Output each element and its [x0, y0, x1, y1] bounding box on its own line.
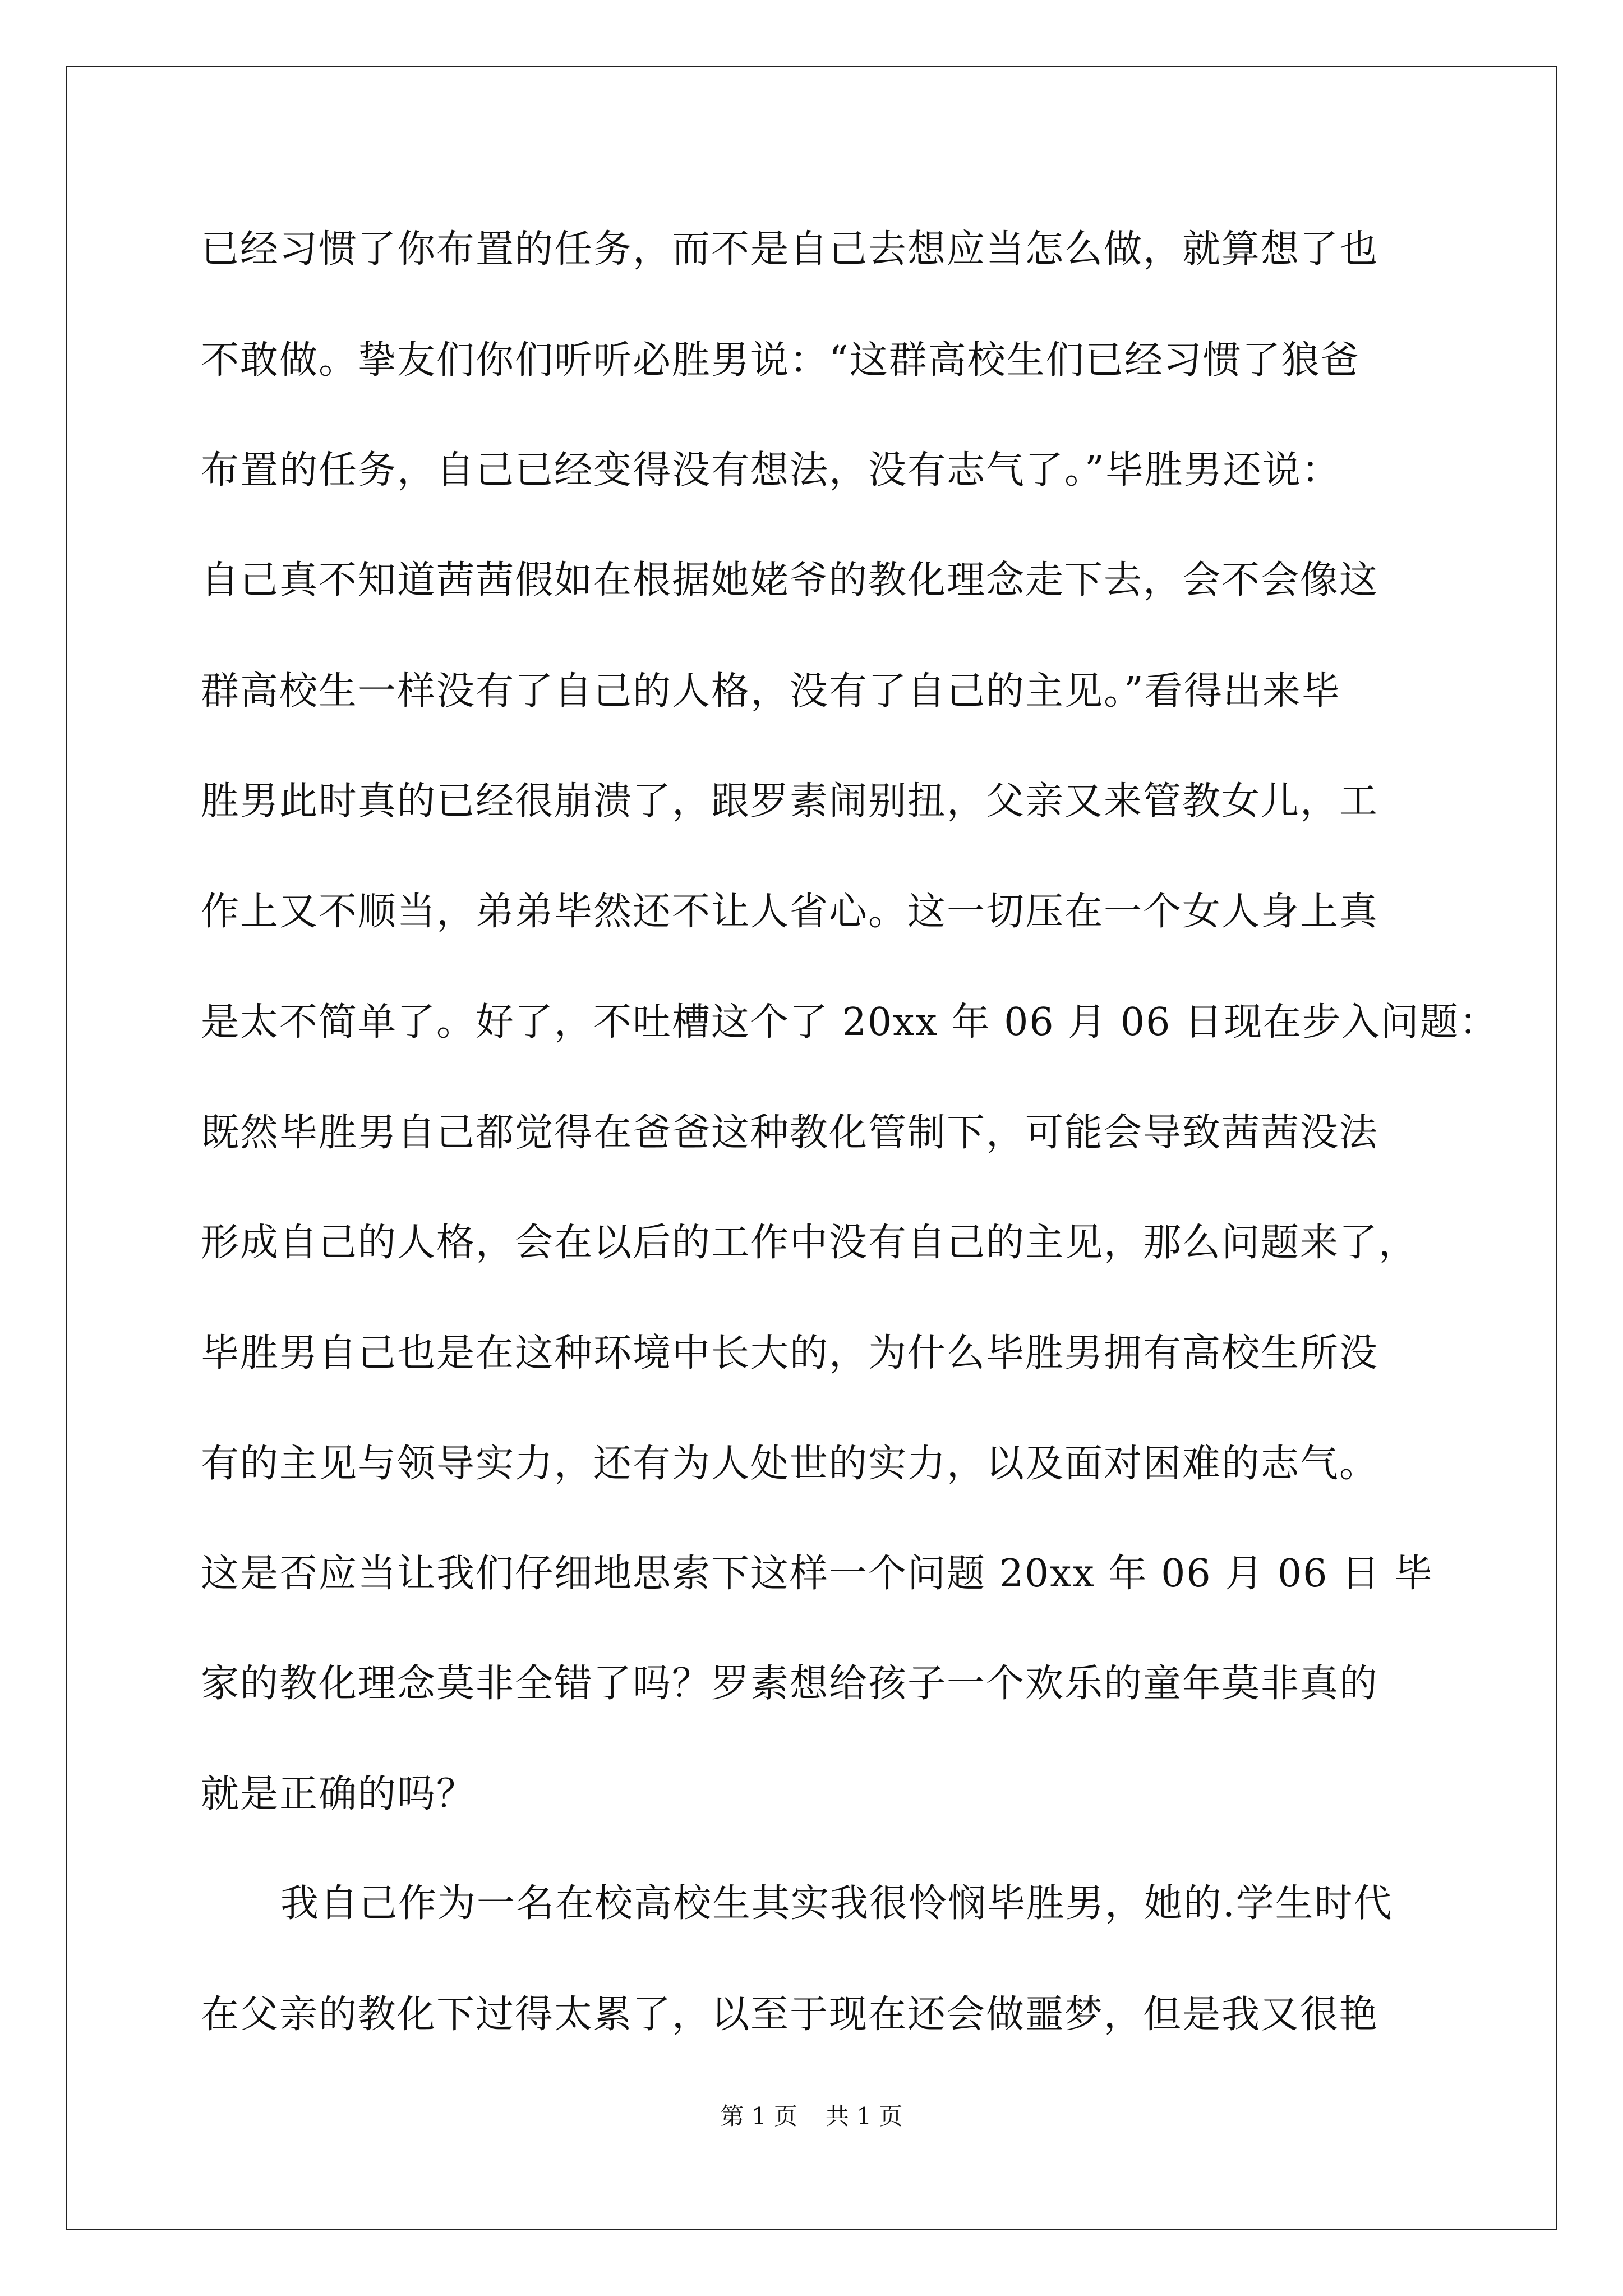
page-footer [0, 2102, 1623, 2131]
text-line: 这是否应当让我们仔细地思索下这样一个问题 20xx 年 06 月 06 日 毕 [201, 1552, 1433, 1596]
page-number: 第 1 页 [720, 2102, 797, 2130]
text-line: 形成自己的人格，会在以后的工作中没有自己的主见，那么问题来了， [201, 1221, 1418, 1265]
paragraph-first-line: 我自己作为一名在校高校生其实我很怜悯毕胜男，她的.学生时代 [280, 1881, 1393, 1926]
text-line: 作上又不顺当，弟弟毕然还不让人省心。这一切压在一个女人身上真 [201, 890, 1379, 934]
text-line: 既然毕胜男自己都觉得在爸爸这种教化管制下，可能会导致茜茜没法 [201, 1111, 1379, 1155]
text-line: 自己真不知道茜茜假如在根据她姥爷的教化理念走下去，会不会像这 [201, 558, 1379, 602]
text-line: 是太不简单了。好了，不吐槽这个了 20xx 年 06 月 06 日现在步入问题： [201, 1000, 1498, 1045]
text-line: 毕胜男自己也是在这种环境中长大的，为什么毕胜男拥有高校生所没 [201, 1331, 1379, 1375]
text-line: 不敢做。挚友们你们听听必胜男说：“这群高校生们已经习惯了狼爸 [201, 338, 1360, 383]
text-line: 在父亲的教化下过得太累了，以至于现在还会做噩梦，但是我又很艳 [201, 1993, 1379, 2037]
page-total: 共 1 页 [826, 2102, 903, 2130]
text-line: 布置的任务，自己已经变得没有想法，没有志气了。”毕胜男还说： [201, 448, 1341, 493]
text-line: 群高校生一样没有了自己的人格，没有了自己的主见。”看得出来毕 [201, 669, 1341, 714]
text-line: 就是正确的吗？ [201, 1772, 476, 1816]
text-line: 已经习惯了你布置的任务，而不是自己去想应当怎么做，就算想了也 [201, 227, 1379, 272]
text-line: 有的主见与领导实力，还有为人处世的实力，以及面对困难的志气。 [201, 1442, 1379, 1486]
text-line: 家的教化理念莫非全错了吗？罗素想给孩子一个欢乐的童年莫非真的 [201, 1662, 1379, 1706]
text-line: 胜男此时真的已经很崩溃了，跟罗素闹别扭，父亲又来管教女儿，工 [201, 779, 1379, 823]
